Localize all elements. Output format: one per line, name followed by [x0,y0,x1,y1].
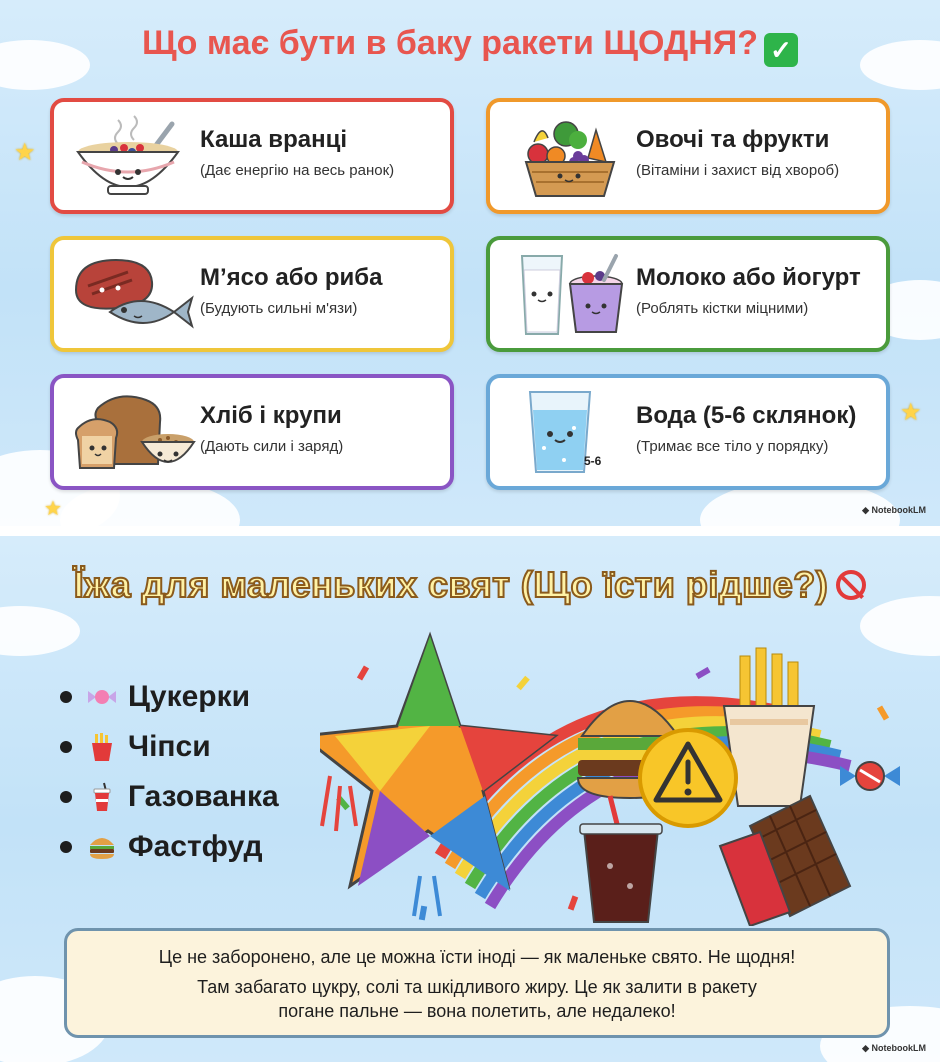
watermark-text: NotebookLM [871,1043,926,1053]
milk-yogurt-icon [504,250,634,338]
list-item [60,772,279,822]
star-icon: ★ [900,398,922,426]
card-title: Молоко або йогурт [636,264,861,291]
party-pinata-illustration [320,626,920,926]
page-title [0,564,940,606]
bullet [60,741,72,753]
card-subtitle: (Роблять кістки міцними) [636,300,809,317]
card-title: Хліб і крупи [200,402,342,429]
list-item [60,822,279,872]
title-text: Їжа для маленьких свят (Що їсти рідше?) [73,564,829,605]
daily-food-slide [0,0,940,526]
note-line: Це не заборонено, але це можна їсти іноді — як маленьке свято. Не щодня! [158,947,796,967]
food-card-meat-fish [50,236,454,352]
meat-fish-icon [68,250,198,338]
card-title: Овочі та фрукти [636,126,830,153]
check-mark-icon: ✓ [764,33,798,67]
card-title: Каша вранці [200,126,347,153]
food-card-milk-yogurt [486,236,890,352]
star-icon: ★ [14,138,36,166]
note-line: погане пальне — вона полетить, але недалеко! [278,1001,676,1021]
card-subtitle: (Вітаміни і захист від хвороб) [636,162,840,179]
list-item-label: Чіпси [128,730,211,763]
food-card-vegetables-fruits [486,98,890,214]
fruit-basket-icon [504,112,634,200]
cloud [0,606,80,656]
watermark: ◆ NotebookLM [862,505,926,515]
food-card-bread-grains [50,374,454,490]
bullet [60,791,72,803]
candy-icon [86,681,118,713]
page-title [0,24,940,67]
list-item-label: Цукерки [128,680,251,713]
card-subtitle: (Будують сильні м'язи) [200,300,358,317]
card-title: М’ясо або риба [200,264,383,291]
watermark-text: NotebookLM [871,505,926,515]
list-item [60,722,279,772]
water-glass-icon [504,388,634,476]
info-note-box [64,928,890,1038]
watermark: ◆ NotebookLM [862,1043,926,1053]
card-subtitle: (Дають сили і заряд) [200,438,344,455]
title-text: Що має бути в баку ракети ЩОДНЯ? [142,24,758,62]
food-card-water [486,374,890,490]
list-item-label: Газованка [128,780,279,813]
bullet [60,841,72,853]
card-subtitle: (Тримає все тіло у порядку) [636,438,829,455]
soda-cup-icon [86,781,118,813]
bullet [60,691,72,703]
note-line: Там забагато цукру, солі та шкідливого жиру. Це як залити в ракету [197,977,757,997]
junk-food-list [60,672,279,872]
water-glass-count-badge: 5-6 [584,454,602,468]
card-title: Вода (5-6 склянок) [636,402,857,429]
burger-icon [86,831,118,863]
list-item [60,672,279,722]
treat-food-slide [0,536,940,1062]
no-entry-icon [836,570,866,600]
fries-icon [86,731,118,763]
card-subtitle: (Дає енергію на весь ранок) [200,162,395,179]
food-card-porridge [50,98,454,214]
list-item-label: Фастфуд [128,830,263,863]
star-icon: ★ [44,496,62,520]
bread-grains-icon [68,388,198,476]
porridge-bowl-icon [68,112,198,200]
